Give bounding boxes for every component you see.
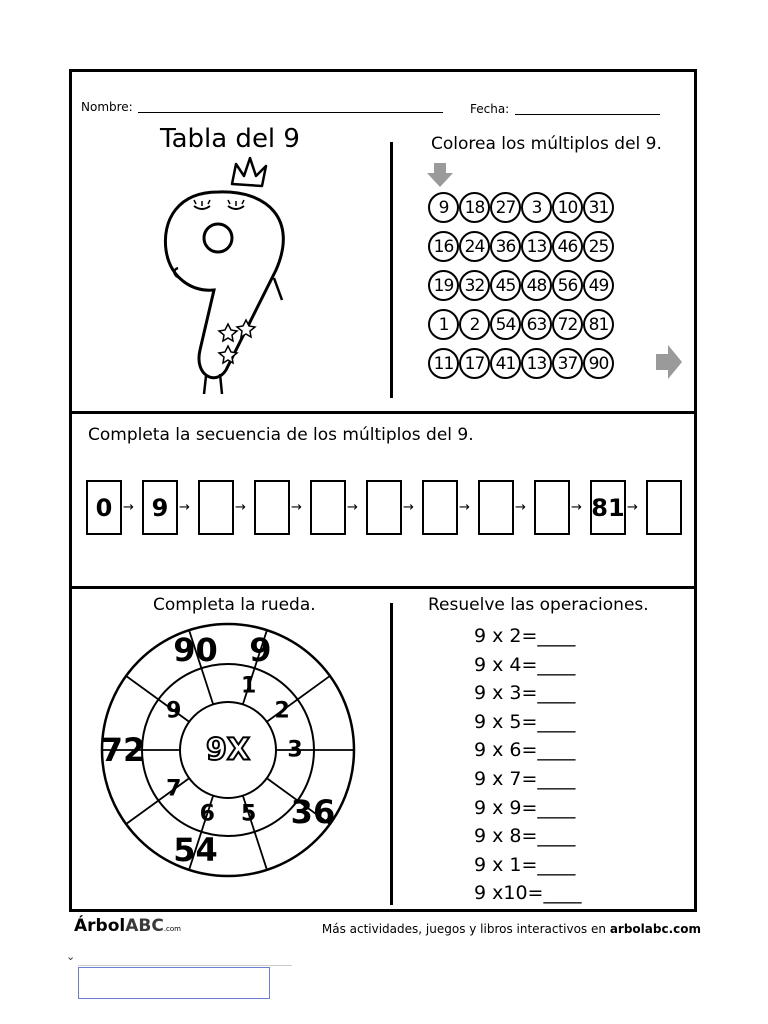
grid-number-circle[interactable]: 90	[583, 348, 614, 379]
wheel-outer-number: 36	[290, 792, 336, 831]
operations-instruction: Resuelve las operaciones.	[428, 595, 649, 615]
wheel-inner-number: 2	[274, 698, 290, 724]
grid-number-circle[interactable]: 13	[521, 231, 552, 262]
grid-number-circle[interactable]: 48	[521, 270, 552, 301]
grid-number-circle[interactable]: 9	[428, 192, 459, 223]
wheel-inner-number: 5	[241, 801, 257, 827]
arrow-right-icon: →	[403, 500, 414, 515]
grid-number-circle[interactable]: 36	[490, 231, 521, 262]
arrow-down-icon	[427, 163, 453, 187]
wheel-inner-number: 6	[199, 801, 215, 827]
divider-middle	[72, 586, 694, 589]
grid-number-circle[interactable]: 31	[583, 192, 614, 223]
wheel-inner-number: 3	[287, 737, 303, 763]
grid-number-circle[interactable]: 19	[428, 270, 459, 301]
grid-number-circle[interactable]: 11	[428, 348, 459, 379]
wheel-outer-number: 72	[100, 731, 146, 769]
date-line[interactable]	[515, 114, 660, 115]
operation-item[interactable]: 9 x 8=____	[474, 825, 576, 848]
grid-number-circle[interactable]: 49	[583, 270, 614, 301]
arrow-right-icon: →	[347, 500, 358, 515]
grid-number-circle[interactable]: 63	[521, 309, 552, 340]
grid-number-circle[interactable]: 1	[428, 309, 459, 340]
footer-site-link[interactable]: arbolabc.com	[609, 922, 701, 936]
grid-number-circle[interactable]: 13	[521, 348, 552, 379]
brand-logo	[74, 916, 181, 936]
wheel-inner-number: 7	[166, 776, 182, 802]
sequence-instruction: Completa la secuencia de los múltiplos del 9.	[88, 425, 474, 445]
operation-item[interactable]: 9 x 2=____	[474, 625, 576, 647]
grid-number-circle[interactable]: 41	[490, 348, 521, 379]
arrow-right-icon: →	[123, 500, 134, 515]
name-line[interactable]	[138, 112, 443, 113]
brand-prefix: Árbol	[74, 916, 126, 936]
grid-number-circle[interactable]: 45	[490, 270, 521, 301]
arrow-right-icon: →	[235, 500, 246, 515]
footer-text	[322, 922, 701, 936]
sequence-box[interactable]	[366, 480, 402, 535]
operation-item[interactable]: 9 x 3=____	[474, 682, 576, 705]
divider-vertical-top	[390, 142, 393, 398]
wheel-instruction: Completa la rueda.	[153, 595, 316, 615]
grid-number-circle[interactable]: 17	[459, 348, 490, 379]
arrow-right-icon: →	[291, 500, 302, 515]
sequence-box: 81	[590, 480, 626, 535]
operation-item[interactable]: 9 x 4=____	[474, 653, 576, 676]
arrow-right-icon: →	[571, 500, 582, 515]
operation-item[interactable]: 9 x 5=____	[474, 710, 576, 733]
sequence-box[interactable]	[254, 480, 290, 535]
brand-tld: .com	[163, 925, 181, 933]
grid-number-circle[interactable]: 32	[459, 270, 490, 301]
arrow-right-icon: →	[459, 500, 470, 515]
grid-number-circle[interactable]: 46	[552, 231, 583, 262]
arrow-right-icon: →	[627, 500, 638, 515]
arrow-right-icon: →	[179, 500, 190, 515]
grid-number-circle[interactable]: 81	[583, 309, 614, 340]
wheel-inner-number: 9	[166, 698, 182, 724]
name-label: Nombre:	[81, 100, 133, 114]
wheel-inner-number: 1	[241, 673, 257, 699]
wheel-center-label: 9X	[205, 732, 251, 768]
wheel-outer-number: 9	[249, 631, 272, 670]
operation-item[interactable]: 9 x 6=____	[474, 739, 576, 762]
sequence-box[interactable]	[478, 480, 514, 535]
sequence-box: 9	[142, 480, 178, 535]
sequence-box: 0	[86, 480, 122, 535]
page-title: Tabla del 9	[160, 124, 300, 154]
grid-number-circle[interactable]: 56	[552, 270, 583, 301]
grid-number-circle[interactable]: 16	[428, 231, 459, 262]
arrow-right-icon	[656, 345, 682, 379]
grid-number-circle[interactable]: 27	[490, 192, 521, 223]
sequence-box[interactable]	[534, 480, 570, 535]
nine-character-illustration	[158, 150, 298, 400]
crown-icon	[232, 158, 266, 186]
footer-text-main: Más actividades, juegos y libros interactivos en	[321, 922, 610, 936]
grid-number-circle[interactable]: 18	[459, 192, 490, 223]
grid-number-circle[interactable]: 24	[459, 231, 490, 262]
ui-separator	[78, 965, 292, 966]
wheel-outer-number: 54	[173, 830, 218, 869]
sequence-box[interactable]	[198, 480, 234, 535]
operation-item[interactable]: 9 x10=____	[474, 882, 582, 905]
grid-number-circle[interactable]: 37	[552, 348, 583, 379]
ui-input-box[interactable]	[78, 967, 270, 999]
operation-item[interactable]: 9 x 1=____	[474, 853, 576, 876]
arrow-right-icon: →	[515, 500, 526, 515]
brand-suffix: ABC	[125, 916, 164, 936]
sequence-box[interactable]	[310, 480, 346, 535]
sequence-box[interactable]	[646, 480, 682, 535]
divider-vertical-bottom	[390, 603, 393, 905]
grid-number-circle[interactable]: 25	[583, 231, 614, 262]
operation-item[interactable]: 9 x 9=____	[474, 796, 576, 819]
grid-number-circle[interactable]: 10	[552, 192, 583, 223]
chevron-down-icon[interactable]: ⌄	[66, 950, 76, 963]
divider-top	[72, 411, 694, 414]
color-instruction: Colorea los múltiplos del 9.	[431, 134, 662, 154]
date-label: Fecha:	[470, 102, 510, 116]
sequence-box[interactable]	[422, 480, 458, 535]
operation-item[interactable]: 9 x 7=____	[474, 767, 576, 790]
grid-number-circle[interactable]: 2	[459, 309, 490, 340]
wheel-outer-number: 90	[173, 631, 218, 670]
grid-number-circle[interactable]: 3	[521, 192, 552, 223]
operations-list	[404, 622, 604, 908]
grid-number-circle[interactable]: 72	[552, 309, 583, 340]
grid-number-circle[interactable]: 54	[490, 309, 521, 340]
